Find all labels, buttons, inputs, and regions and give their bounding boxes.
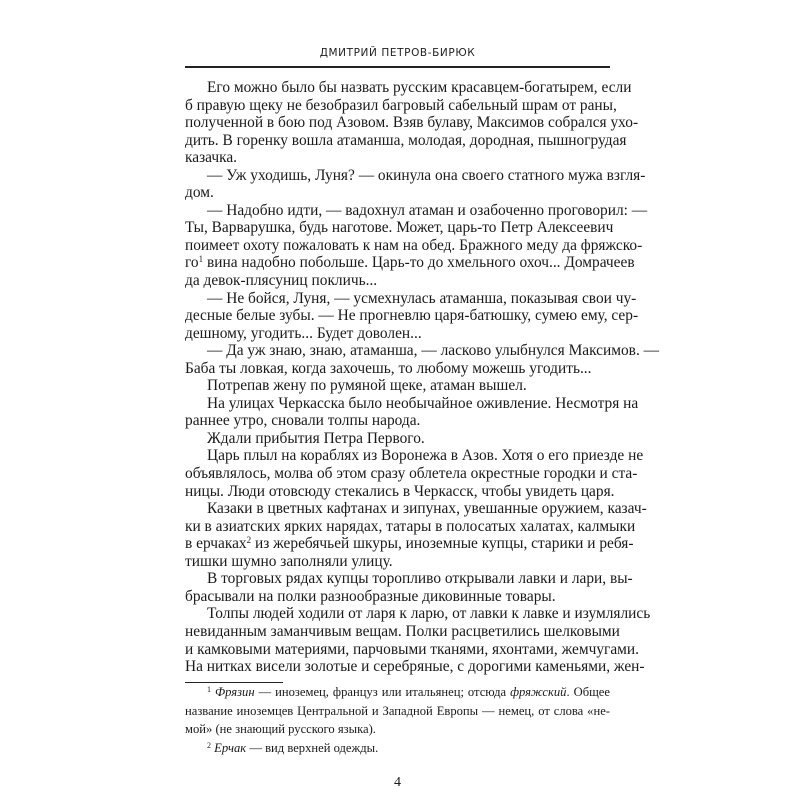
italic-term: фряжский: [510, 685, 567, 699]
text-segment: десные белые зубы. — Не прогневлю царя-батюшку, сумею ему, сер-: [185, 307, 639, 325]
text-line: [185, 166, 646, 185]
text-line: [185, 622, 620, 641]
text-segment: . Общее: [566, 685, 610, 699]
text-segment: Толпы людей ходили от ларя к ларю, от лавки к лавке и изумлялись: [207, 605, 651, 623]
text-segment: брасывали на полки разнообразные диковинные товары.: [185, 587, 556, 605]
text-segment: да девок-плясуниц покличь...: [185, 272, 378, 290]
text-line: [185, 588, 610, 606]
footnote-line: [185, 720, 610, 739]
text-line: [185, 307, 639, 325]
text-segment: ницы. Люди отовсюду стекались в Черкасск, чтобы увидеть царя.: [185, 482, 615, 500]
body-text: [185, 79, 660, 676]
text-segment: Казаки в цветных кафтанах и зипунах, увешанные оружием, казач-: [207, 500, 647, 518]
text-line: [185, 342, 660, 360]
text-line: [185, 236, 643, 255]
text-segment: — иноземец, француз или итальянец; отсюда: [254, 685, 511, 699]
text-line: [185, 184, 610, 202]
footnote-marker: 1: [207, 685, 211, 694]
text-segment: — Надобно идти, — вадохнул атаман и озабоченно проговорил: —: [207, 201, 648, 219]
text-segment: — Уж уходишь, Луня? — окинула она своего статного мужа взгля-: [207, 166, 646, 184]
text-segment: название иноземцев Центральной и Западной Европы — немец, от слова «не-: [185, 703, 610, 718]
text-line: [185, 149, 610, 167]
text-segment: поимеет охоту пожаловать к нам на обед. Бражного меду да фряжско-: [185, 236, 643, 254]
text-segment: — Не бойся, Луня, — усмехнулась атаманша, показывая свои чу-: [207, 289, 637, 307]
text-line: [185, 114, 639, 132]
text-segment: тишки шумно заполняли улицу.: [185, 552, 393, 570]
text-line: [185, 131, 627, 150]
text-line: [185, 517, 636, 536]
text-line: [185, 79, 632, 97]
italic-term: Ерчак: [214, 740, 247, 755]
text-segment: невиданным заманчивым вещам. Полки расцветились шелковыми: [185, 622, 620, 640]
text-segment: объявлялось, молва об этом сразу облетела окрестные городки и ста-: [185, 465, 638, 483]
text-segment: Ты, Варварушка, будь наготове. Может, царь-то Петр Алексеевич: [185, 219, 614, 237]
text-line: [185, 272, 610, 290]
text-line: [185, 535, 634, 553]
text-line: [185, 377, 610, 395]
text-line: [185, 465, 638, 483]
text-segment: дешному, угодить... Будет доволен...: [185, 324, 422, 342]
text-line: [185, 254, 635, 272]
text-line: [185, 447, 644, 465]
footnote-marker: 1: [198, 254, 204, 265]
text-line: [185, 394, 639, 413]
header-rule: [185, 66, 610, 68]
italic-term: Фрязин: [215, 685, 255, 699]
text-line: [185, 482, 615, 501]
text-line: [185, 96, 617, 115]
text-segment: казачка.: [185, 149, 238, 167]
text-line: [185, 219, 614, 237]
page-number: 4: [394, 775, 401, 790]
text-line: [185, 325, 610, 343]
text-line: [185, 658, 645, 676]
text-segment: Баба ты ловкая, когда захочешь, то любому можешь угодить...: [185, 359, 592, 377]
text-line: [185, 360, 610, 378]
footnote-line: [185, 739, 610, 758]
footnote-line: [185, 702, 610, 721]
text-segment: из жеребячьей шкуры, иноземные купцы, старики и ребя-: [251, 535, 634, 553]
text-segment: Ждали прибытия Петра Первого.: [207, 429, 425, 447]
text-segment: дить. В горенку вошла атаманша, молодая, дородная, пышногрудая: [185, 131, 627, 149]
text-segment: — вид верхней одежды.: [246, 740, 379, 755]
text-segment: На нитках висели золотые и серебряные, с дорогими каменьями, жен-: [185, 658, 645, 676]
text-segment: — Да уж знаю, знаю, атаманша, — ласково улыбнулся Максимов. —: [207, 342, 660, 360]
text-segment: б правую щеку не безобразил багровый сабельный шрам от раны,: [185, 96, 617, 114]
footnote-marker: 2: [207, 740, 211, 750]
text-segment: дом.: [185, 184, 214, 202]
text-line: [185, 500, 647, 518]
footnote-marker: 2: [246, 535, 252, 546]
text-line: [185, 605, 651, 623]
text-segment: Его можно было бы назвать русским красавцем-богатырем, если: [207, 79, 632, 96]
text-segment: На улицах Черкасска было необычайное оживление. Несмотря на: [207, 394, 639, 412]
text-segment: го: [185, 254, 199, 272]
footnote-line: [185, 683, 610, 702]
text-segment: вина надобно побольше. Царь-то до хмельного охоч... Домрачеев: [203, 254, 635, 272]
text-segment: раннее утро, сновали толпы народа.: [185, 412, 421, 430]
text-segment: ки в азиатских ярких нарядах, татары в полосатых халатах, калмыки: [185, 517, 636, 535]
text-line: [185, 570, 633, 588]
text-segment: мой» (не знающий русского языка).: [185, 722, 376, 737]
text-line: [185, 289, 637, 308]
text-line: [185, 412, 610, 430]
running-head: ДМИТРИЙ ПЕТРОВ-БИРЮК: [319, 47, 476, 59]
text-segment: полученной в бою под Азовом. Взяв булаву, Максимов собрался ухо-: [185, 114, 639, 132]
text-segment: в ерчаках: [185, 535, 247, 553]
text-line: [185, 553, 610, 571]
footnotes: [185, 683, 610, 757]
text-segment: Царь плыл на кораблях из Воронежа в Азов. Хотя о его приезде не: [207, 447, 644, 465]
text-line: [185, 201, 648, 220]
text-segment: и камковыми материями, парчовыми тканями, яхонтами, жемчугами.: [185, 640, 639, 658]
text-line: [185, 640, 639, 659]
text-segment: В торговых рядах купцы торопливо открывали лавки и лари, вы-: [207, 570, 633, 588]
text-segment: Потрепав жену по румяной щеке, атаман вышел.: [207, 377, 527, 395]
text-line: [185, 430, 610, 448]
